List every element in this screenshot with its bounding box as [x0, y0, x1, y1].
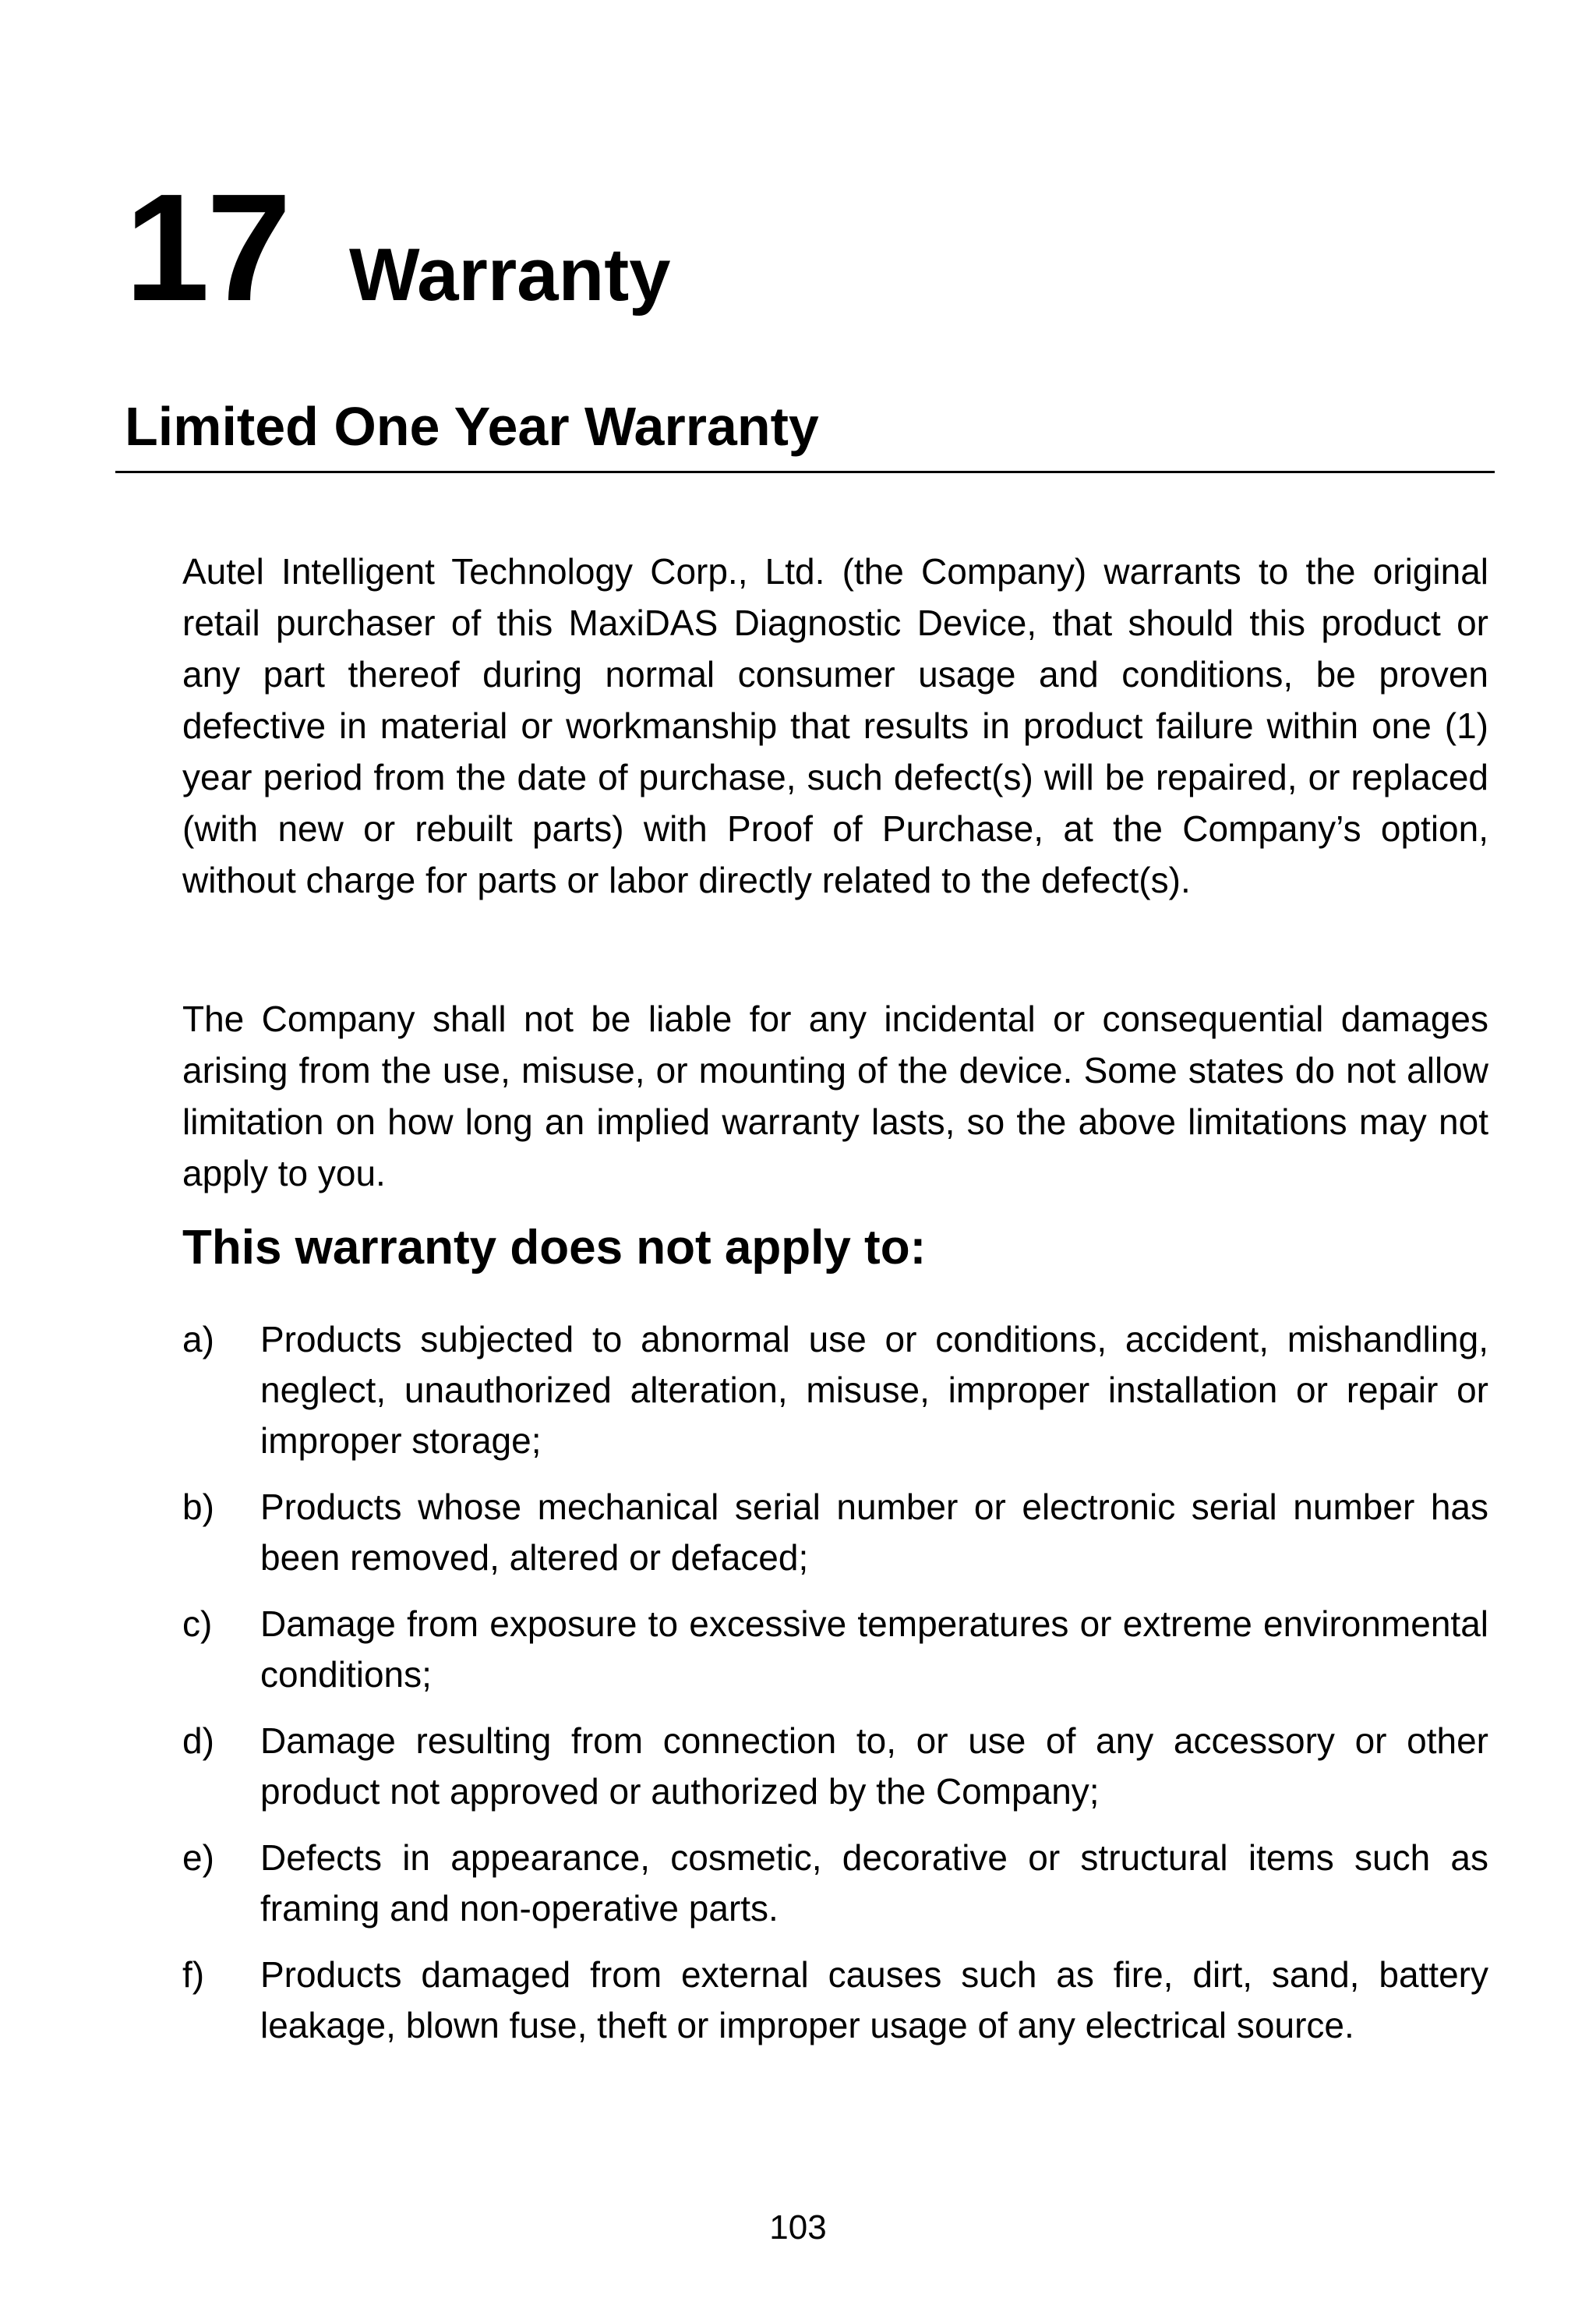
chapter-title: Warranty: [349, 233, 671, 316]
list-item-marker: e): [182, 1837, 214, 1878]
exclusions-heading: This warranty does not apply to:: [182, 1221, 927, 1275]
list-item: [182, 1482, 1488, 1583]
list-item: [182, 1314, 1488, 1466]
list-item: [182, 1599, 1488, 1700]
list-item-text: Products whose mechanical serial number or electronic serial number has been removed, altered or defaced;: [260, 1487, 1488, 1578]
page-number: 103: [769, 2208, 827, 2247]
warranty-paragraph-1: Autel Intelligent Technology Corp., Ltd. (the Company) warrants to the original retail purchaser of this MaxiDAS Diagnostic Device, that should this product or any part thereof during normal consumer usage and conditions, be proven defective in material or workmanship that results in product failure within one (1) year period from the date of purchase, such defect(s) will be repaired, or replaced (with new or rebuilt parts) with Proof of Purchase, at the Company’s option, without charge for parts or labor directly related to the defect(s).: [182, 551, 1488, 900]
exclusions-list: [182, 1314, 1488, 2066]
list-item-text: Defects in appearance, cosmetic, decorative or structural items such as framing and non-operative parts.: [260, 1837, 1488, 1929]
list-item: [182, 1716, 1488, 1817]
list-item-marker: b): [182, 1487, 214, 1527]
list-item-marker: f): [182, 1954, 205, 1995]
list-item-marker: d): [182, 1720, 214, 1761]
list-item-text: Products damaged from external causes such as fire, dirt, sand, battery leakage, blown fuse, theft or improper usage of any electrical source.: [260, 1954, 1488, 2045]
warranty-paragraph-2: The Company shall not be liable for any incidental or consequential damages arising from the use, misuse, or mounting of the device. Some states do not allow limitation on how long an implied warranty lasts, so the above limitations may not apply to you.: [182, 999, 1488, 1193]
list-item: [182, 1950, 1488, 2051]
list-item-text: Damage from exposure to excessive temperatures or extreme environmental conditions;: [260, 1603, 1488, 1695]
section-heading: Limited One Year Warranty: [125, 396, 819, 457]
list-item-marker: c): [182, 1603, 213, 1644]
list-item-text: Damage resulting from connection to, or use of any accessory or other product not approved or authorized by the Company;: [260, 1720, 1488, 1812]
section-divider: [115, 471, 1495, 473]
list-item-text: Products subjected to abnormal use or conditions, accident, mishandling, neglect, unauthorized alteration, misuse, improper installation or repair or improper storage;: [260, 1319, 1488, 1461]
list-item: [182, 1833, 1488, 1934]
chapter-heading: [125, 162, 671, 333]
chapter-number: 17: [125, 162, 289, 333]
list-item-marker: a): [182, 1319, 214, 1359]
